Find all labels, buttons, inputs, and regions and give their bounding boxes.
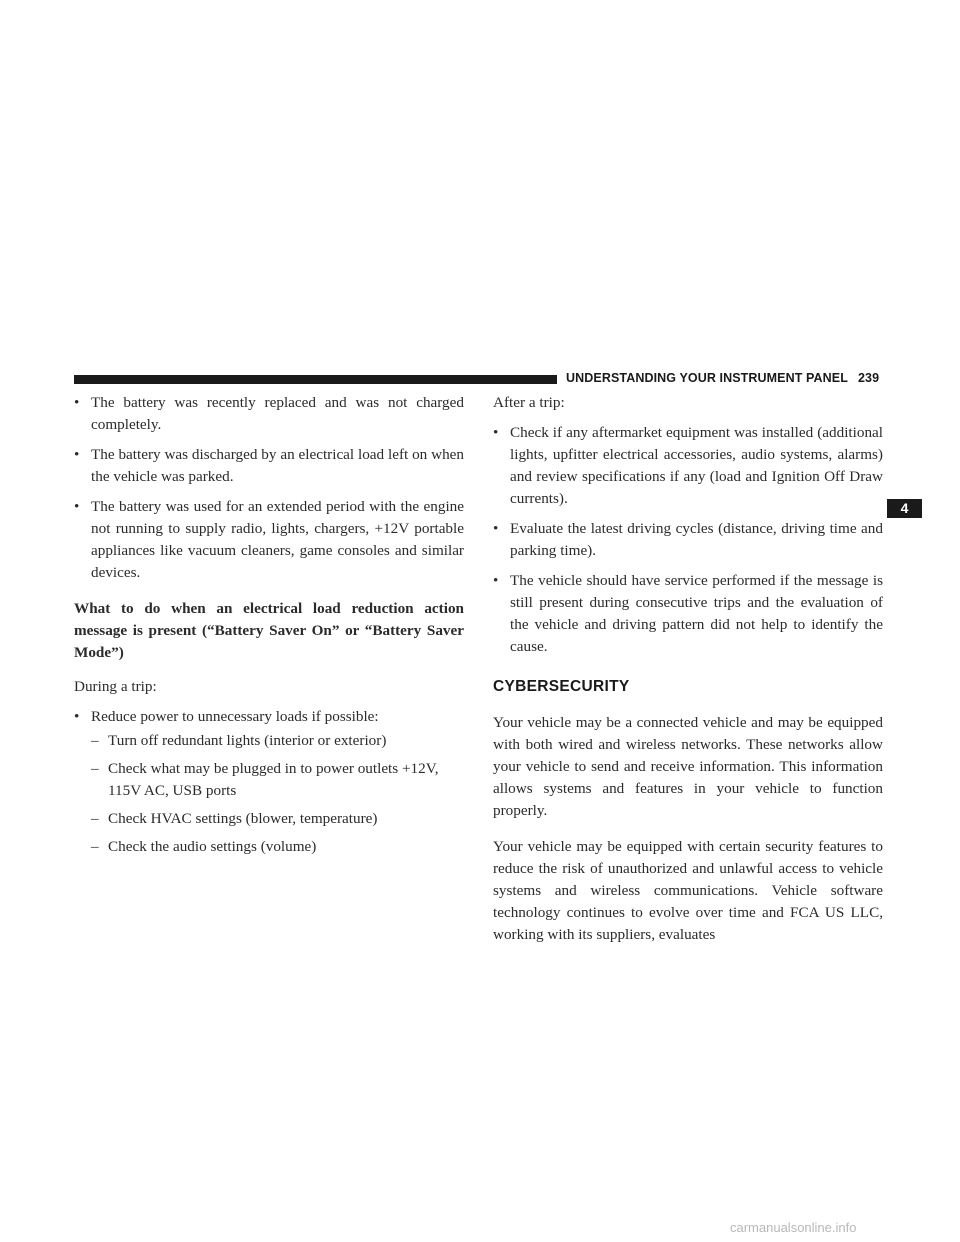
bullet-icon: • <box>493 424 499 441</box>
chapter-tab: 4 <box>887 499 922 518</box>
sub-item-text: Check the audio settings (volume) <box>108 838 317 855</box>
sub-list-item <box>74 836 464 858</box>
running-header <box>566 371 879 385</box>
paragraph-during-trip: During a trip: <box>74 678 157 695</box>
sub-list-item <box>74 758 464 802</box>
paragraph: Your vehicle may be equipped with certain security features to reduce the risk of unauthorized and unlawful access to vehicle systems and wireless communications. Vehicle software technology continues to evolve over time and FCA US LLC, working with its suppliers, evaluates <box>493 838 883 943</box>
bullet-icon: • <box>74 708 80 725</box>
bullet-icon: • <box>74 394 80 411</box>
sub-list-item <box>74 730 464 752</box>
sub-item-text: Check HVAC settings (blower, temperature) <box>108 810 378 827</box>
paragraph-after-trip: After a trip: <box>493 394 565 411</box>
section-title: CYBERSECURITY <box>493 678 630 695</box>
bullet-icon: • <box>74 446 80 463</box>
page-number: 239 <box>857 371 880 385</box>
list-item <box>74 496 464 584</box>
bullet-icon: • <box>493 572 499 589</box>
list-item <box>493 422 883 510</box>
sub-list-item <box>74 808 464 830</box>
header-title: UNDERSTANDING YOUR INSTRUMENT PANEL <box>566 371 848 385</box>
watermark: carmanualsonline.info <box>730 1220 857 1235</box>
dash-icon: – <box>91 732 99 749</box>
bullet-text: Reduce power to unnecessary loads if possible: <box>91 708 379 725</box>
bullet-text: The battery was used for an extended period with the engine not running to supply radio, lights, chargers, +12V portable appliances like vacuum cleaners, game consoles and similar devices. <box>91 498 464 581</box>
bullet-text: The battery was discharged by an electrical load left on when the vehicle was parked. <box>91 446 464 485</box>
bullet-icon: • <box>74 498 80 515</box>
dash-icon: – <box>91 760 99 777</box>
list-item <box>493 518 883 562</box>
bullet-text: The vehicle should have service performed if the message is still present during consecutive trips and the evaluation of the vehicle and driving pattern did not help to identify the cause. <box>510 572 883 655</box>
list-item <box>74 706 464 728</box>
bullet-text: The battery was recently replaced and was not charged completely. <box>91 394 464 433</box>
section-subheading: What to do when an electrical load reduction action message is present (“Battery Saver On” or “Battery Saver Mode”) <box>74 600 464 661</box>
sub-item-text: Check what may be plugged in to power outlets +12V, 115V AC, USB ports <box>108 760 439 799</box>
dash-icon: – <box>91 838 99 855</box>
bullet-text: Check if any aftermarket equipment was installed (additional lights, upfitter electrical accessories, audio systems, alarms) and review specifications if any (load and Ignition Off Draw currents). <box>510 424 883 507</box>
dash-icon: – <box>91 810 99 827</box>
sub-item-text: Turn off redundant lights (interior or exterior) <box>108 732 387 749</box>
list-item <box>74 444 464 488</box>
header-rule <box>74 375 557 384</box>
left-column <box>74 392 464 864</box>
right-column <box>493 392 883 954</box>
list-item <box>493 570 883 658</box>
paragraph: Your vehicle may be a connected vehicle and may be equipped with both wired and wireless networks. These networks allow your vehicle to send and receive information. This information allows systems and features in your vehicle to function properly. <box>493 714 883 819</box>
list-item <box>74 392 464 436</box>
bullet-text: Evaluate the latest driving cycles (distance, driving time and parking time). <box>510 520 883 559</box>
bullet-icon: • <box>493 520 499 537</box>
